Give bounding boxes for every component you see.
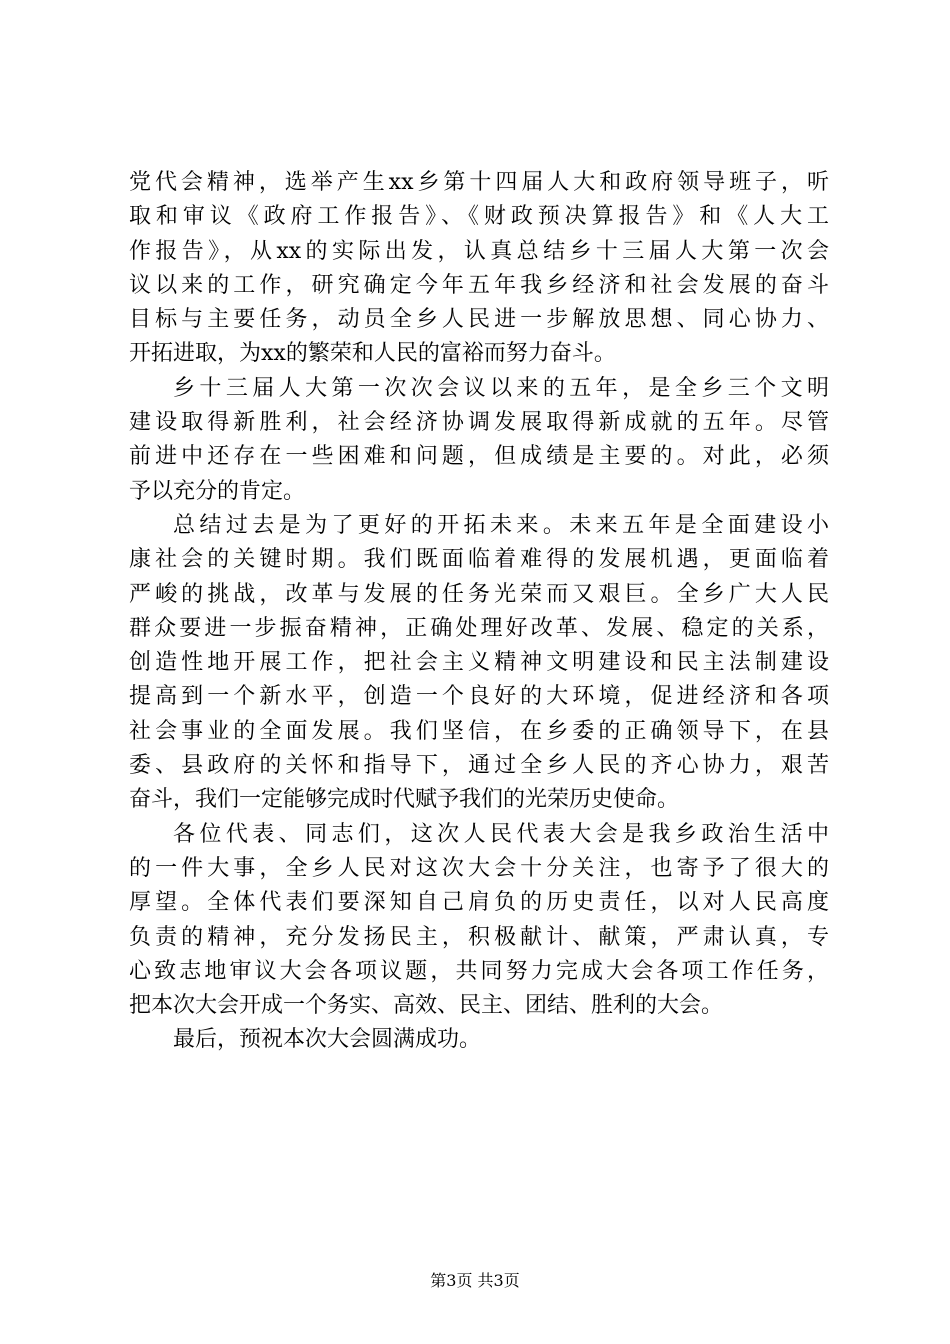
text-line: 目标与主要任务，动员全乡人民进一步解放思想、同心协力、: [129, 307, 829, 333]
text-line: 创造性地开展工作，把社会主义精神文明建设和民主法制建设: [129, 650, 829, 676]
text-line: 建设取得新胜利，社会经济协调发展取得新成就的五年。尽管: [129, 410, 829, 436]
text-line: 取和审议《政府工作报告》、《财政预决算报告》和《人大工: [129, 204, 829, 230]
text-line: 总结过去是为了更好的开拓未来。未来五年是全面建设小: [173, 512, 829, 538]
text-line: 康社会的关键时期。我们既面临着难得的发展机遇，更面临着: [129, 547, 829, 573]
text-line: 把本次大会开成一个务实、高效、民主、团结、胜利的大会。: [129, 993, 724, 1019]
text-line: 最后，预祝本次大会圆满成功。: [173, 1027, 482, 1053]
paragraph: [129, 1023, 829, 1057]
text-line: 作报告》，从xx的实际出发，认真总结乡十三届人大第一次会: [129, 238, 829, 264]
text-line: 厚望。全体代表们要深知自己肩负的历史责任，以对人民高度: [129, 890, 829, 916]
text-line: 提高到一个新水平，创造一个良好的大环境，促进经济和各项: [129, 684, 829, 710]
text-line: 党代会精神，选举产生xx乡第十四届人大和政府领导班子，听: [129, 170, 829, 195]
text-line: 社会事业的全面发展。我们坚信，在乡委的正确领导下，在县: [129, 718, 829, 744]
text-line: 乡十三届人大第一次次会议以来的五年，是全乡三个文明: [173, 375, 829, 401]
text-line: 的一件大事，全乡人民对这次大会十分关注，也寄予了很大的: [129, 855, 829, 881]
text-line: 严峻的挑战，改革与发展的任务光荣而又艰巨。全乡广大人民: [129, 581, 829, 607]
text-line: 开拓进取，为xx的繁荣和人民的富裕而努力奋斗。: [129, 341, 616, 367]
text-line: 各位代表、同志们，这次人民代表大会是我乡政治生活中: [173, 821, 829, 847]
paragraph: [129, 166, 829, 372]
text-line: 群众要进一步振奋精神，正确处理好改革、发展、稳定的关系，: [129, 615, 829, 641]
text-line: 议以来的工作，研究确定今年五年我乡经济和社会发展的奋斗: [129, 272, 829, 298]
document-body: [129, 166, 829, 1058]
text-line: 负责的精神，充分发扬民主，积极献计、献策，严肃认真，专: [129, 924, 829, 950]
page-footer: 第3页 共3页: [430, 1271, 520, 1290]
paragraph: [129, 818, 829, 1024]
text-line: 心致志地审议大会各项议题，共同努力完成大会各项工作任务，: [129, 958, 829, 984]
text-line: 前进中还存在一些困难和问题，但成绩是主要的。对此，必须: [129, 444, 829, 470]
text-line: 委、县政府的关怀和指导下，通过全乡人民的齐心协力，艰苦: [129, 753, 829, 779]
paragraph: [129, 372, 829, 509]
paragraph: [129, 509, 829, 818]
text-line: 予以充分的肯定。: [129, 478, 306, 504]
text-line: 奋斗，我们一定能够完成时代赋予我们的光荣历史使命。: [129, 787, 680, 813]
